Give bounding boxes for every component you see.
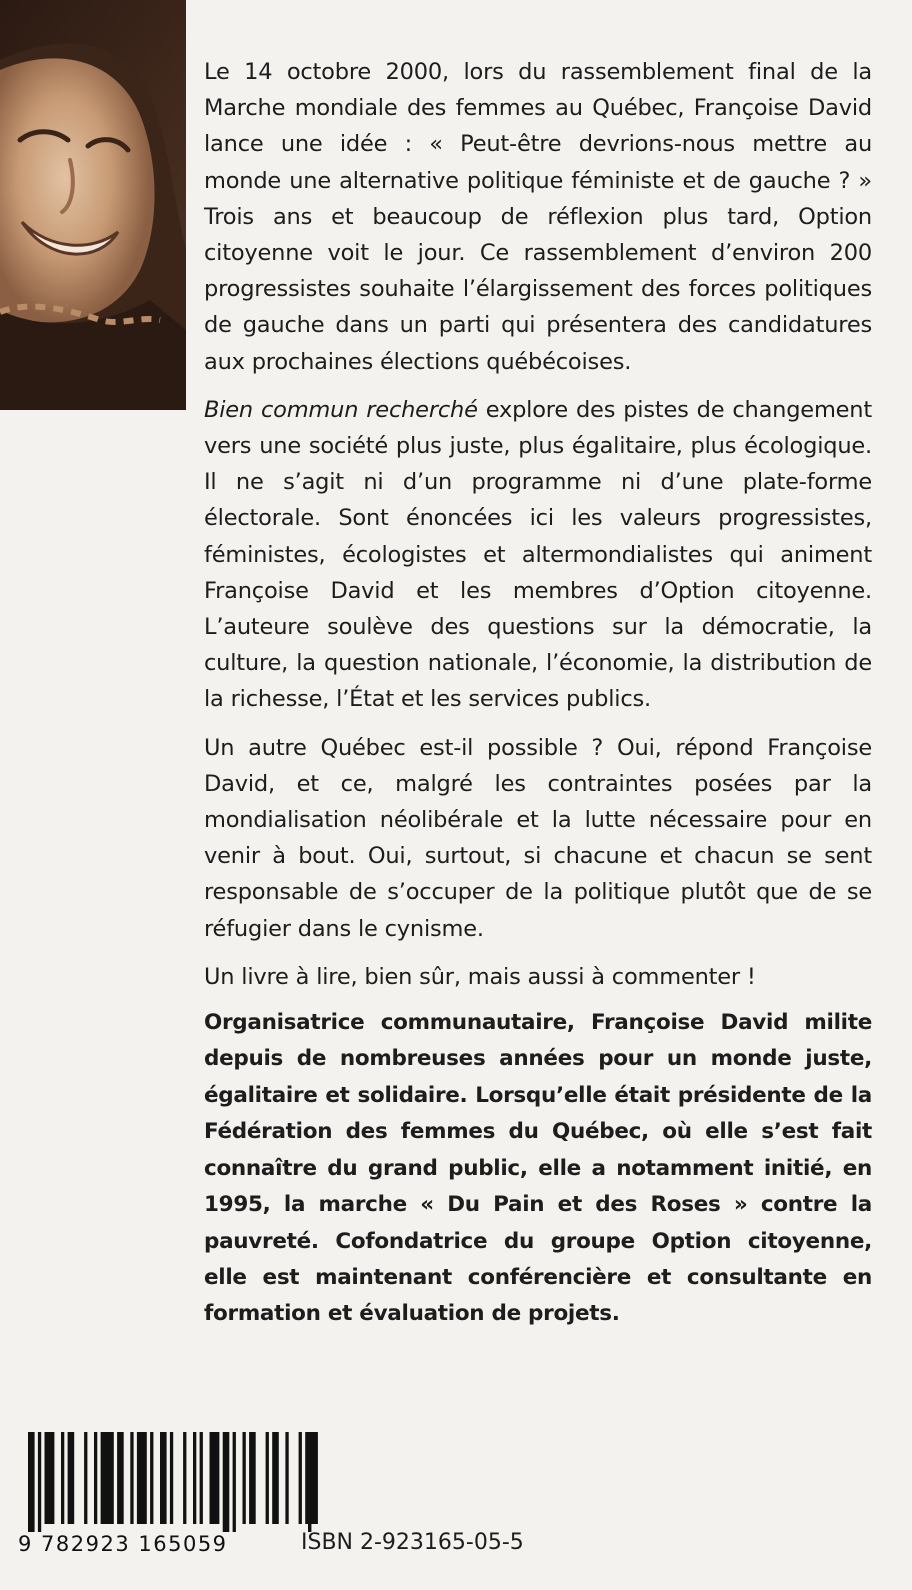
barcode-bar — [45, 1432, 55, 1524]
barcode-bar — [243, 1432, 246, 1524]
barcode-bar — [130, 1432, 133, 1524]
barcode-bar — [193, 1432, 196, 1524]
barcode-bar — [84, 1432, 87, 1524]
barcode-bar — [61, 1432, 64, 1524]
barcode-bar — [150, 1432, 153, 1524]
question-paragraph: Un autre Québec est-il possible ? Oui, répond Françoise David, et ce, malgré les contraintes posées par la mondialisation néolibérale et la lutte nécessaire pour en venir à bout. Oui, surtout, si chacune et chacun se sent responsable de s’occuper de la politique plutôt que de se réfugier dans le cynisme. — [204, 734, 872, 942]
intro-paragraph: Le 14 octobre 2000, lors du rassemblement final de la Marche mondiale des femmes au Québec, Françoise David lance une idée : « Peut-être devrions-nous mettre au monde une alternative politique féministe et de gauche ? » Trois ans et beaucoup de réflexion plus tard, Option citoyenne voit le jour. Ce rassemblement d’environ 200 progressistes souhaite l’élargissement des forces politiques de gauche dans un parti qui présentera des candidatures aux prochaines élections québécoises. — [204, 59, 872, 375]
book-summary-paragraph — [204, 392, 872, 718]
barcode-bar — [308, 1432, 311, 1532]
barcode-bar — [117, 1432, 124, 1524]
barcode-bar — [94, 1432, 97, 1524]
barcode-bar — [233, 1432, 236, 1532]
barcode-digits: 9 782923 165059 — [18, 1532, 228, 1556]
author-bio: Organisatrice communautaire, Françoise David milite depuis de nombreuses années pour un monde juste, égalitaire et solidaire. Lorsqu’elle était présidente de la Fédération des femmes du Québec, où elle s’est fait connaître du grand public, elle a notamment initié, en 1995, la marche « Du Pain et des Roses » contre la pauvreté. Cofondatrice du groupe Option citoyenne, elle est maintenant conférencière et consultante en formation et évaluation de projets. — [204, 1010, 872, 1327]
barcode-bar — [160, 1432, 167, 1524]
barcode-bar — [137, 1432, 147, 1524]
back-cover-text — [204, 54, 872, 1345]
ean-barcode-icon — [18, 1432, 318, 1532]
barcode-bar — [68, 1432, 75, 1524]
barcode-bar — [223, 1432, 230, 1532]
barcode-bar — [210, 1432, 220, 1524]
barcode-bar — [266, 1432, 269, 1524]
barcode-bar — [28, 1432, 35, 1532]
barcode-bar — [285, 1432, 288, 1524]
barcode-bar — [38, 1432, 41, 1532]
barcode-bar — [249, 1432, 256, 1524]
author-portrait-image — [0, 0, 186, 410]
barcode-bar — [200, 1432, 203, 1524]
isbn-label: ISBN 2-923165-05-5 — [301, 1530, 524, 1555]
author-photo — [0, 0, 186, 410]
barcode-bar — [299, 1432, 302, 1524]
barcode-bar — [272, 1432, 279, 1524]
book-summary-text: explore des pistes de changement vers une société plus juste, plus égalitaire, plus écologique. Il ne s’agit ni d’un programme ni d’une plate-forme électorale. Sont énoncées ici les valeurs progressistes, féministes, écologistes et altermondialistes qui animent Françoise David et les membres d’Option citoyenne. L’auteure soulève des questions sur la démocratie, la culture, la question nationale, l’économie, la distribution de la richesse, l’État et les services publics. — [204, 396, 872, 713]
barcode-bar — [170, 1432, 173, 1524]
book-title: Bien commun recherché — [204, 396, 478, 423]
barcode-bar — [101, 1432, 114, 1524]
barcode-bar — [183, 1432, 186, 1524]
closing-line: Un livre à lire, bien sûr, mais aussi à commenter ! — [204, 963, 756, 990]
